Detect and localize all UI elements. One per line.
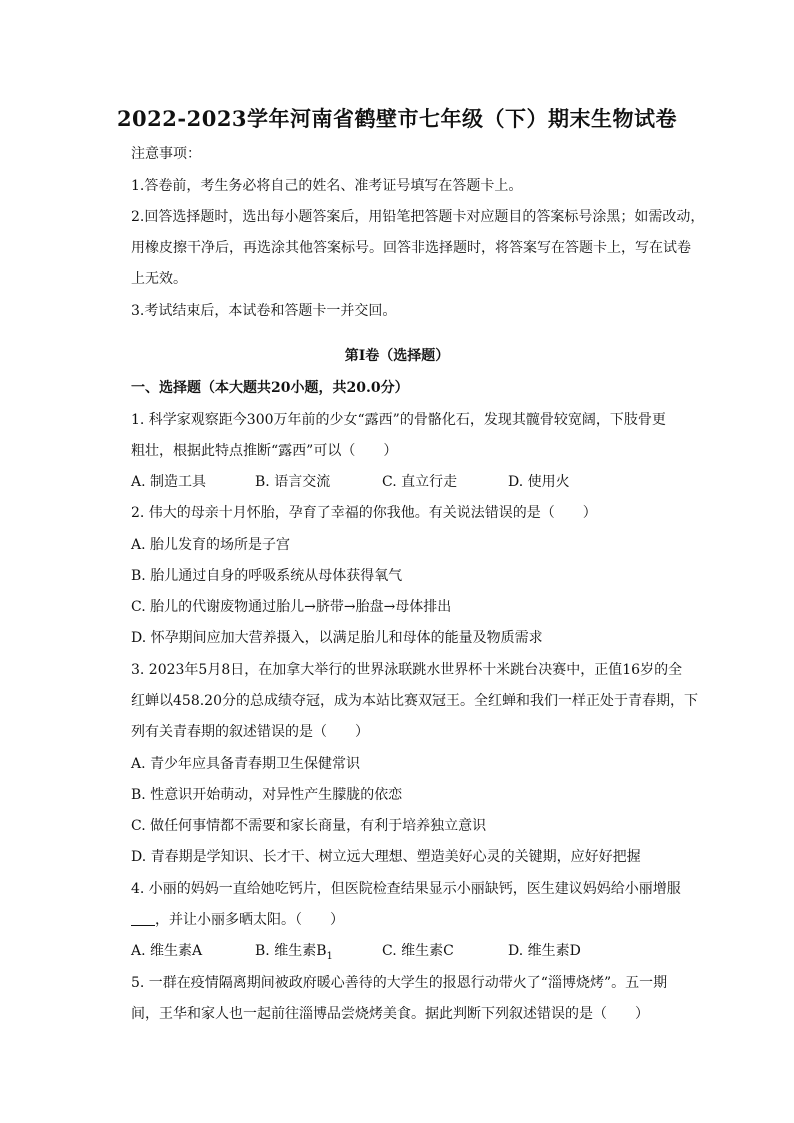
notice-item: 3.考试结束后，本试卷和答题卡一并交回。 — [131, 303, 397, 319]
notice-item: 2.回答选择题时，选出每小题答案后，用铅笔把答题卡对应题目的答案标号涂黑；如需改动， — [131, 209, 705, 225]
question-2-option-d: D. 怀孕期间应加大营养摄入，以满足胎儿和母体的能量及物质需求 — [131, 630, 543, 646]
question-3-text: 红蝉以458.20分的总成绩夺冠，成为本站比赛双冠王。全红蝉和我们一样正处于青春期，下 — [131, 693, 698, 709]
question-3-option-a: A. 青少年应具备青春期卫生保健常识 — [131, 756, 361, 772]
question-4-option-b-label: B. 维生素B — [255, 943, 327, 959]
question-4-option-a: A. 维生素A — [131, 943, 203, 959]
question-3-text: 列有关青春期的叙述错误的是（ ） — [131, 724, 369, 740]
question-4-option-d: D. 维生素D — [508, 943, 581, 959]
question-4-text — [131, 910, 344, 930]
question-3-text: 3. 2023年5月8日，在加拿大举行的世界泳联跳水世界杯十米跳台决赛中，正值16岁的全 — [131, 662, 683, 678]
question-4-text: 4. 小丽的妈妈一直给她吃钙片，但医院检查结果显示小丽缺钙，医生建议妈妈给小丽增服 — [131, 881, 681, 897]
question-3-option-d: D. 青春期是学知识、长才干、树立远大理想、塑造美好心灵的关键期，应好好把握 — [131, 849, 641, 865]
question-1-option-a: A. 制造工具 — [131, 474, 207, 490]
question-5-text: 5. 一群在疫情隔离期间被政府暖心善待的大学生的报恩行动带火了“淄博烧烤”。五一期 — [131, 975, 668, 991]
question-3-option-c: C. 做任何事情都不需要和家长商量，有利于培养独立意识 — [131, 818, 487, 834]
question-2-option-b: B. 胎儿通过自身的呼吸系统从母体获得氧气 — [131, 568, 403, 584]
question-2-text: 2. 伟大的母亲十月怀胎，孕育了幸福的你我他。有关说法错误的是（ ） — [131, 505, 597, 521]
question-1-text: 粗壮，根据此特点推断“露西”可以（ ） — [131, 443, 398, 459]
question-1-option-d: D. 使用火 — [508, 474, 570, 490]
question-2-option-c: C. 胎儿的代谢废物通过胎儿→脐带→胎盘→母体排出 — [131, 599, 452, 615]
answer-blank — [131, 911, 155, 926]
part-title: 第Ⅰ卷（选择题） — [344, 348, 450, 364]
question-2-option-a: A. 胎儿发育的场所是子宫 — [131, 537, 291, 553]
notice-heading: 注意事项： — [131, 146, 201, 162]
section-title: 一、选择题（本大题共20小题，共20.0分） — [131, 380, 409, 396]
question-4-text-tail: ，并让小丽多晒太阳。（ ） — [155, 912, 344, 928]
question-4-option-b — [255, 941, 333, 967]
page-title: 2022-2023学年河南省鹤壁市七年级（下）期末生物试卷 — [116, 106, 678, 131]
notice-item: 用橡皮擦干净后，再选涂其他答案标号。回答非选择题时，将答案写在答题卡上，写在试卷 — [131, 240, 691, 256]
notice-item: 上无效。 — [131, 271, 187, 287]
question-1-option-c: C. 直立行走 — [382, 474, 458, 490]
question-3-option-b: B. 性意识开始萌动，对异性产生朦胧的依恋 — [131, 787, 403, 803]
subscript: 1 — [326, 950, 333, 962]
question-4-option-c: C. 维生素C — [382, 943, 454, 959]
question-1-option-b: B. 语言交流 — [255, 474, 331, 490]
question-5-text: 间，王华和家人也一起前往淄博品尝烧烤美食。据此判断下列叙述错误的是（ ） — [131, 1006, 649, 1022]
question-1-text: 1. 科学家观察距今300万年前的少女“露西”的骨骼化石，发现其髋骨较宽阔，下肢骨更 — [131, 412, 666, 428]
notice-item: 1.答卷前，考生务必将自己的姓名、准考证号填写在答题卡上。 — [131, 178, 523, 194]
